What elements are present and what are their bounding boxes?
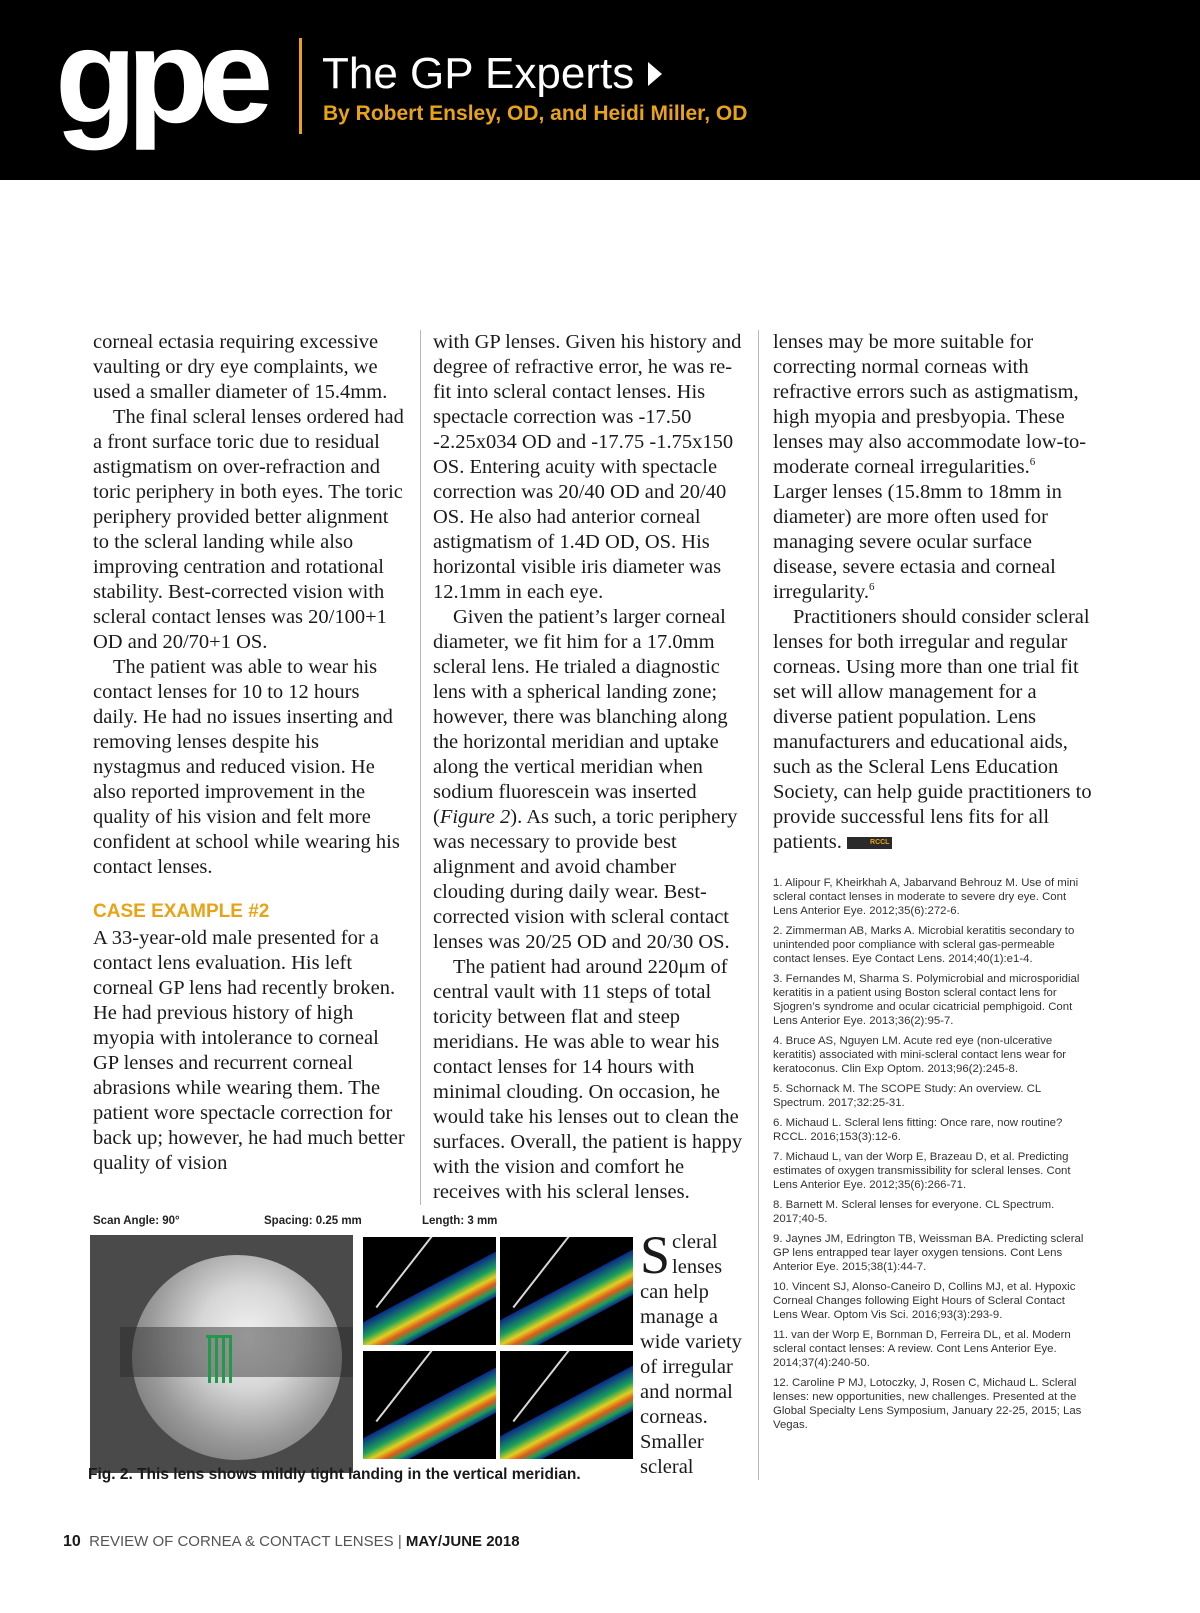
article-column-3 xyxy=(773,330,1093,855)
column-title-text: The GP Experts xyxy=(322,49,635,98)
scan-angle-label: Scan Angle: 90° xyxy=(93,1215,180,1227)
page-number: 10 xyxy=(63,1533,81,1550)
reference-item: 1. Alipour F, Kheirkhah A, Jabarvand Behrouz M. Use of mini scleral contact lenses in moderate to severe dry eye. Cont Lens Anterior Eye. 2012;35(6):272-6. xyxy=(773,877,1079,917)
publication-name: REVIEW OF CORNEA & CONTACT LENSES xyxy=(89,1533,394,1550)
paragraph xyxy=(773,330,1093,605)
oct-scan-image xyxy=(363,1237,496,1345)
pull-quote-text: cleral lenses can help manage a wide variety of irregular and normal corneas. Smaller scleral xyxy=(640,1231,742,1478)
reference-item: 10. Vincent SJ, Alonso-Caneiro D, Collins MJ, et al. Hypoxic Corneal Changes following Eight Hours of Scleral Contact Lens Wear. Optom Vis Sci. 2016;93(3):293-9. xyxy=(773,1281,1076,1321)
text-run: Given the patient’s larger corneal diameter, we fit him for a 17.0mm scleral lens. He trialed a diagnostic lens with a spherical landing zone; however, there was blanching along the horizontal meridian and uptake along the vertical meridian when sodium fluorescein was inserted ( xyxy=(433,606,728,828)
text-run: Practitioners should consider scleral lenses for both irregular and regular corneas. Using more than one trial fit set will allow management for a diverse patient population. Lens manufacturers and educational aids, such as the Scleral Lens Education Society, can help guide practitioners to provide successful lens fits for all patients. xyxy=(773,606,1092,853)
figure-2 xyxy=(90,1215,630,1465)
section-heading: CASE EXAMPLE #2 xyxy=(93,901,270,922)
pull-quote xyxy=(640,1225,755,1480)
paragraph: A 33-year-old male presented for a contact lens evaluation. His left corneal GP lens had recently broken. He had previous history of high myopia with intolerance to corneal GP lenses and recurrent corneal abrasions while wearing them. The patient wore spectacle correction for back up; however, he had much better quality of vision xyxy=(93,927,405,1174)
reference-item: 6. Michaud L. Scleral lens fitting: Once rare, now routine? RCCL. 2016;153(3):12-6. xyxy=(773,1117,1063,1143)
figure-reference-link: Figure 2 xyxy=(439,806,511,828)
issue-date: MAY/JUNE 2018 xyxy=(405,1533,520,1550)
paragraph xyxy=(433,605,743,955)
reference-item: 3. Fernandes M, Sharma S. Polymicrobial and microsporidial keratitis in a patient using Boston scleral contact lens for Sjogren’s syndrome and ocular cicatricial pemphigoid. Cont Lens Anterior Eye. 2013;36(2):95-7. xyxy=(773,973,1080,1027)
drop-cap: S xyxy=(640,1225,671,1285)
article-column-1 xyxy=(93,330,405,1176)
header-band xyxy=(0,0,1200,180)
reference-item: 7. Michaud L, van der Worp E, Brazeau D, et al. Predicting estimates of oxygen transmissibility for scleral lenses. Cont Lens Anterior Eye. 2012;35(6):266-71. xyxy=(773,1151,1071,1191)
reference-item: 12. Caroline P MJ, Lotoczky, J, Rosen C, Michaud L. Scleral lenses: new opportunities, new challenges. Presented at the Global Specialty Lens Symposium, January 22-25, 2015; Las Vegas. xyxy=(773,1377,1082,1431)
oct-scan-labels xyxy=(90,1215,630,1231)
citation: 6 xyxy=(869,581,875,594)
text-run: Larger lenses (15.8mm to 18mm in diameter) are more often used for managing severe ocular surface disease, severe ectasia and corneal irregularity. xyxy=(773,481,1062,603)
paragraph xyxy=(773,605,1093,855)
oct-scan-image xyxy=(363,1351,496,1459)
citation: 6 xyxy=(1029,456,1036,469)
oct-scan-image xyxy=(500,1351,633,1459)
length-label: Length: 3 mm xyxy=(422,1215,498,1227)
reference-item: 9. Jaynes JM, Edrington TB, Weissman BA. Predicting scleral GP lens entrapped tear layer oxygen tensions. Cont Lens Anterior Eye. 2015;38(1):44-7. xyxy=(773,1233,1084,1273)
paragraph: with GP lenses. Given his history and degree of refractive error, he was re-fit into scleral contact lenses. His spectacle correction was -17.50 -2.25x034 OD and -17.75 -1.75x150 OS. Entering acuity with spectacle correction was 20/40 OD and 20/40 OS. He also had anterior corneal astigmatism of 1.4D OD, OS. His horizontal visible iris diameter was 12.1mm in each eye. xyxy=(433,331,742,603)
reference-item: 11. van der Worp E, Bornman D, Ferreira DL, et al. Modern scleral contact lenses: A review. Cont Lens Anterior Eye. 2014;37(4):240-50. xyxy=(773,1329,1071,1369)
text-run: ). As such, a toric periphery was necessary to provide best alignment and avoid chamber clouding during daily wear. Best-corrected vision with scleral contact lenses was 20/25 OD and 20/30 OS. xyxy=(433,806,738,953)
page-footer xyxy=(63,1533,520,1551)
reference-item: 2. Zimmerman AB, Marks A. Microbial keratitis secondary to unintended poor compliance with scleral gas-permeable contact lenses. Eye Contact Lens. 2014;40(1):e1-4. xyxy=(773,925,1075,965)
header-divider xyxy=(299,38,302,134)
column-title xyxy=(322,49,662,98)
reference-item: 8. Barnett M. Scleral lenses for everyone. CL Spectrum. 2017;40-5. xyxy=(773,1199,1055,1225)
paragraph: corneal ectasia requiring excessive vaulting or dry eye complaints, we used a smaller diameter of 15.4mm. xyxy=(93,331,388,403)
oct-scan-image xyxy=(500,1237,633,1345)
column-rule-2 xyxy=(758,330,759,1480)
byline: By Robert Ensley, OD, and Heidi Miller, OD xyxy=(323,102,748,125)
article-column-2 xyxy=(433,330,743,1205)
eye-scan-image xyxy=(90,1235,353,1473)
text-run: lenses may be more suitable for correcting normal corneas with refractive errors such as astigmatism, high myopia and presbyopia. These lenses may also accommodate low-to-moderate corneal irregularities. xyxy=(773,331,1087,478)
gpe-logo: gpe xyxy=(55,2,264,151)
column-rule-1 xyxy=(420,330,421,1205)
paragraph: The patient had around 220μm of central vault with 11 steps of total toricity between flat and steep meridians. He was able to wear his contact lenses for 14 hours with minimal clouding. On occasion, he would take his lenses out to clean the surfaces. Overall, the patient is happy with the vision and comfort he receives with his scleral lenses. xyxy=(433,956,743,1203)
paragraph: The patient was able to wear his contact lenses for 10 to 12 hours daily. He had no issues inserting and removing lenses despite his nystagmus and reduced vision. He also reported improvement in the quality of his vision and felt more confident at school while wearing his contact lenses. xyxy=(93,656,400,878)
spacing-label: Spacing: 0.25 mm xyxy=(264,1215,362,1227)
figure-caption: Fig. 2. This lens shows mildly tight landing in the vertical meridian. xyxy=(88,1466,581,1483)
triangle-right-icon xyxy=(648,62,662,86)
paragraph: The final scleral lenses ordered had a front surface toric due to residual astigmatism on over-refraction and toric periphery in both eyes. The toric periphery provided better alignment to the scleral landing while also improving centration and rotational stability. Best-corrected vision with scleral contact lenses was 20/100+1 OD and 20/70+1 OS. xyxy=(93,406,404,653)
rccl-end-mark: RCCL xyxy=(847,837,892,849)
references-list xyxy=(773,876,1091,1438)
eye-shadow-band xyxy=(120,1327,353,1377)
scan-lines-icon xyxy=(206,1335,236,1385)
reference-item: 5. Schornack M. The SCOPE Study: An overview. CL Spectrum. 2017;32:25-31. xyxy=(773,1083,1041,1109)
footer-separator: | xyxy=(397,1533,402,1550)
reference-item: 4. Bruce AS, Nguyen LM. Acute red eye (non-ulcerative keratitis) associated with mini-scleral contact lens wear for keratoconus. Clin Exp Optom. 2013;96(2):245-8. xyxy=(773,1035,1067,1075)
